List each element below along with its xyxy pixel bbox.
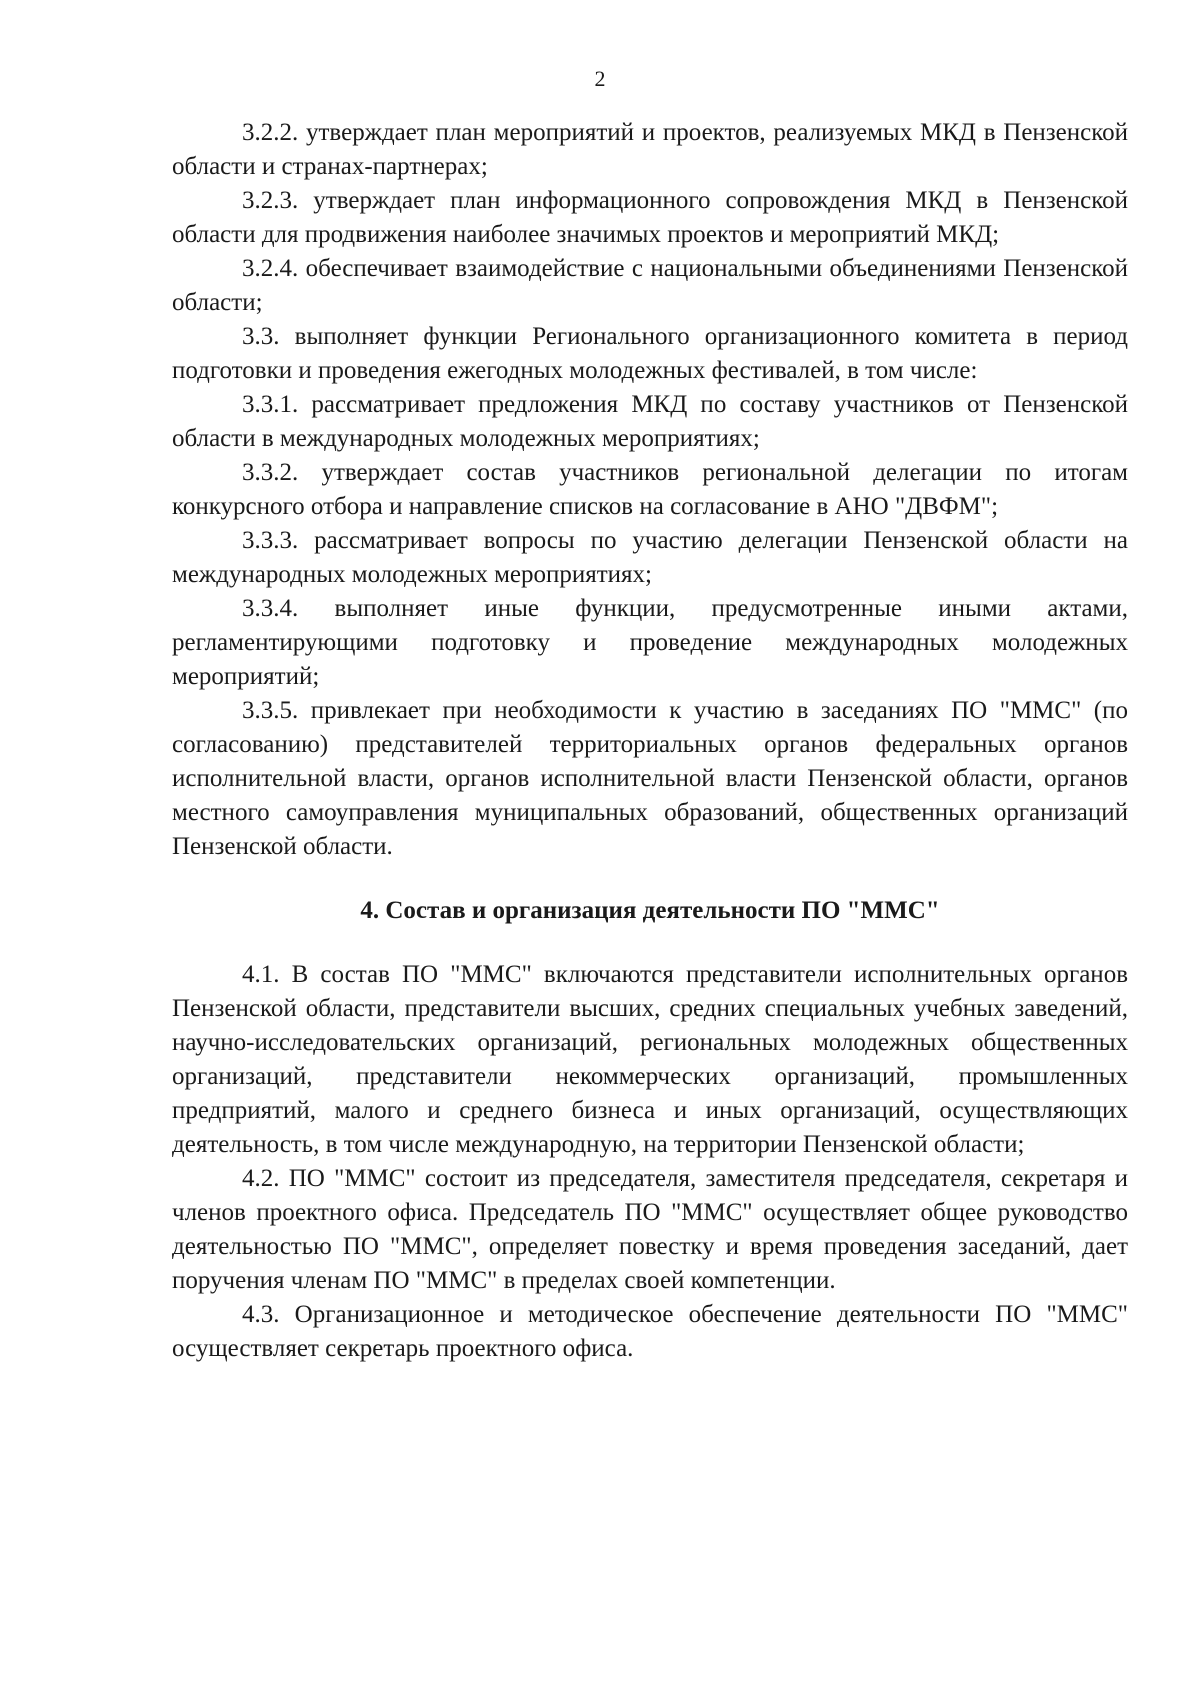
document-body [172,116,1128,1366]
paragraph-3-3-1: 3.3.1. рассматривает предложения МКД по составу участников от Пензенской области в международных молодежных мероприятиях; [172,391,1128,452]
paragraph-4-3: 4.3. Организационное и методическое обеспечение деятельности ПО "ММС" осуществляет секретарь проектного офиса. [172,1301,1128,1362]
paragraph-3-3-4: 3.3.4. выполняет иные функции, предусмотренные иными актами, регламентирующими подготовку и проведение международных молодежных мероприятий; [172,595,1128,690]
paragraph-3-3-2: 3.3.2. утверждает состав участников региональной делегации по итогам конкурсного отбора и направление списков на согласование в АНО "ДВФМ"; [172,459,1128,520]
page-number: 2 [594,66,606,91]
paragraph-4-1: 4.1. В состав ПО "ММС" включаются представители исполнительных органов Пензенской области, представители высших, средних специальных учебных заведений, научно-исследовательских организаций, региональных молодежных общественных организаций, представители некоммерческих организаций, промышленных предприятий, малого и среднего бизнеса и иных организаций, осуществляющих деятельность, в том числе международную, на территории Пензенской области; [172,961,1128,1158]
paragraph-3-2-3: 3.2.3. утверждает план информационного сопровождения МКД в Пензенской области для продвижения наиболее значимых проектов и мероприятий МКД; [172,187,1128,248]
paragraph-3-2-4: 3.2.4. обеспечивает взаимодействие с национальными объединениями Пензенской области; [172,255,1128,316]
paragraph-3-3: 3.3. выполняет функции Регионального организационного комитета в период подготовки и проведения ежегодных молодежных фестивалей, в том числе: [172,323,1128,384]
paragraph-4-2: 4.2. ПО "ММС" состоит из председателя, заместителя председателя, секретаря и членов проектного офиса. Председатель ПО "ММС" осуществляет общее руководство деятельностью ПО "ММС", определяет повестку и время проведения заседаний, дает поручения членам ПО "ММС" в пределах своей компетенции. [172,1165,1128,1294]
paragraph-3-3-3: 3.3.3. рассматривает вопросы по участию делегации Пензенской области на международных молодежных мероприятиях; [172,527,1128,588]
paragraph-3-2-2: 3.2.2. утверждает план мероприятий и проектов, реализуемых МКД в Пензенской области и странах-партнерах; [172,119,1128,180]
section-4-heading: 4. Состав и организация деятельности ПО "ММС" [360,897,940,924]
paragraph-3-3-5: 3.3.5. привлекает при необходимости к участию в заседаниях ПО "ММС" (по согласованию) представителей территориальных органов федеральных органов исполнительной власти, органов исполнительной власти Пензенской области, органов местного самоуправления муниципальных образований, общественных организаций Пензенской области. [172,697,1128,860]
